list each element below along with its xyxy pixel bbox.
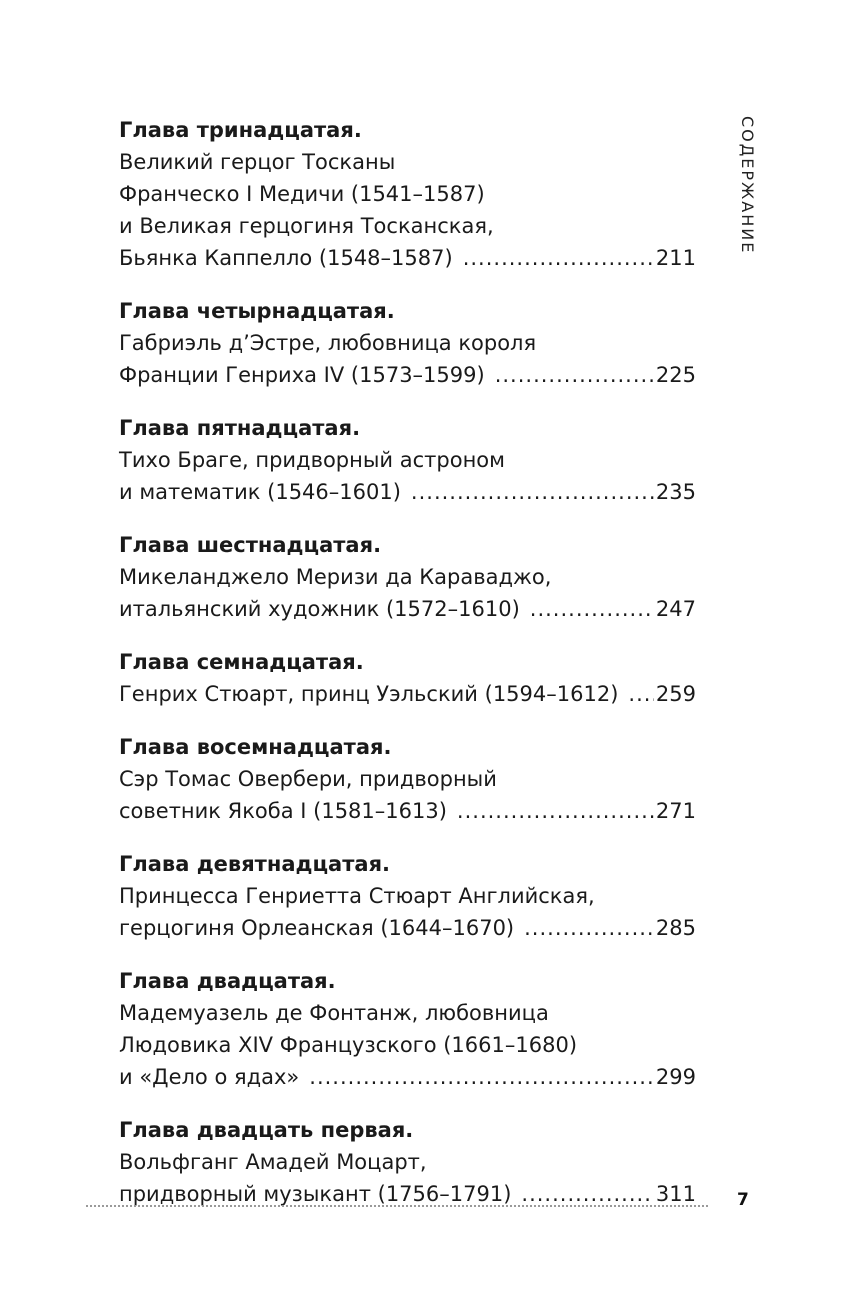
chapter-heading: Глава тринадцатая. xyxy=(119,118,362,142)
chapter-title-line: и Великая герцогиня Тосканская, xyxy=(119,214,494,238)
chapter-title-line: Принцесса Генриетта Стюарт Английская, xyxy=(119,884,595,908)
page-reference: 247 xyxy=(655,597,696,621)
chapter-title-line: Габриэль д’Эстре, любовница короля xyxy=(119,331,537,355)
toc-entry[interactable] xyxy=(119,965,696,1093)
chapter-title-last-line xyxy=(119,593,696,625)
toc-entry[interactable] xyxy=(119,646,696,710)
chapter-heading: Глава шестнадцатая. xyxy=(119,533,382,557)
page-reference: 259 xyxy=(655,682,696,706)
dot-leader xyxy=(411,476,654,508)
chapter-title-line: Вольфганг Амадей Моцарт, xyxy=(119,1150,427,1174)
chapter-title-line: итальянский художник (1572–1610) xyxy=(119,597,520,621)
chapter-title-last-line xyxy=(119,1061,696,1093)
chapter-title-line: и «Дело о ядах» xyxy=(119,1065,300,1089)
chapter-title-line: Генрих Стюарт, принц Уэльский (1594–1612) xyxy=(119,682,619,706)
dot-leader xyxy=(524,912,654,944)
running-head: СОДЕРЖАНИЕ xyxy=(738,116,757,255)
chapter-title-last-line xyxy=(119,359,696,391)
page-reference: 235 xyxy=(655,480,696,504)
page-reference: 285 xyxy=(655,916,696,940)
toc-entry[interactable] xyxy=(119,731,696,827)
dot-leader xyxy=(463,242,654,274)
page-reference: 299 xyxy=(655,1065,696,1089)
chapter-title-last-line xyxy=(119,242,696,274)
chapter-title-line: герцогиня Орлеанская (1644–1670) xyxy=(119,916,515,940)
chapter-heading: Глава двадцать первая. xyxy=(119,1118,414,1142)
toc-entry[interactable] xyxy=(119,1114,696,1210)
chapter-title-last-line xyxy=(119,476,696,508)
chapter-heading: Глава семнадцатая. xyxy=(119,650,364,674)
chapter-title-line: советник Якоба I (1581–1613) xyxy=(119,799,447,823)
chapter-title-last-line xyxy=(119,795,696,827)
page-reference: 225 xyxy=(655,363,696,387)
chapter-heading: Глава двадцатая. xyxy=(119,969,336,993)
footer-dotted-rule xyxy=(86,1205,708,1207)
chapter-title-line: Микеланджело Меризи да Караваджо, xyxy=(119,565,552,589)
chapter-title-line: Людовика XIV Французского (1661–1680) xyxy=(119,1033,578,1057)
chapter-title-line: Бьянка Каппелло (1548–1587) xyxy=(119,246,453,270)
dot-leader xyxy=(495,359,654,391)
chapter-title-line: Мадемуазель де Фонтанж, любовница xyxy=(119,1001,549,1025)
toc-entry[interactable] xyxy=(119,295,696,391)
toc-entry[interactable] xyxy=(119,529,696,625)
chapter-title-last-line xyxy=(119,912,696,944)
chapter-title-line: Франческо I Медичи (1541–1587) xyxy=(119,182,485,206)
dot-leader xyxy=(628,678,654,710)
chapter-title-line: Сэр Томас Овербери, придворный xyxy=(119,767,497,791)
chapter-heading: Глава четырнадцатая. xyxy=(119,299,395,323)
dot-leader xyxy=(309,1061,654,1093)
toc-entry[interactable] xyxy=(119,848,696,944)
toc-entry[interactable] xyxy=(119,412,696,508)
table-of-contents xyxy=(119,114,696,1231)
dot-leader xyxy=(457,795,654,827)
chapter-heading: Глава девятнадцатая. xyxy=(119,852,391,876)
chapter-heading: Глава пятнадцатая. xyxy=(119,416,361,440)
page-reference: 271 xyxy=(655,799,696,823)
page-number: 7 xyxy=(737,1190,749,1210)
chapter-title-line: Франции Генриха IV (1573–1599) xyxy=(119,363,485,387)
chapter-title-line: и математик (1546–1601) xyxy=(119,480,401,504)
dot-leader xyxy=(530,593,654,625)
chapter-title-line: Тихо Браге, придворный астроном xyxy=(119,448,505,472)
page-reference: 311 xyxy=(655,1182,696,1206)
chapter-title-line: Великий герцог Тосканы xyxy=(119,150,396,174)
page-reference: 211 xyxy=(655,246,696,270)
chapter-title-line: придворный музыкант (1756–1791) xyxy=(119,1182,512,1206)
chapter-heading: Глава восемнадцатая. xyxy=(119,735,392,759)
chapter-title-last-line xyxy=(119,678,696,710)
toc-entry[interactable] xyxy=(119,114,696,274)
